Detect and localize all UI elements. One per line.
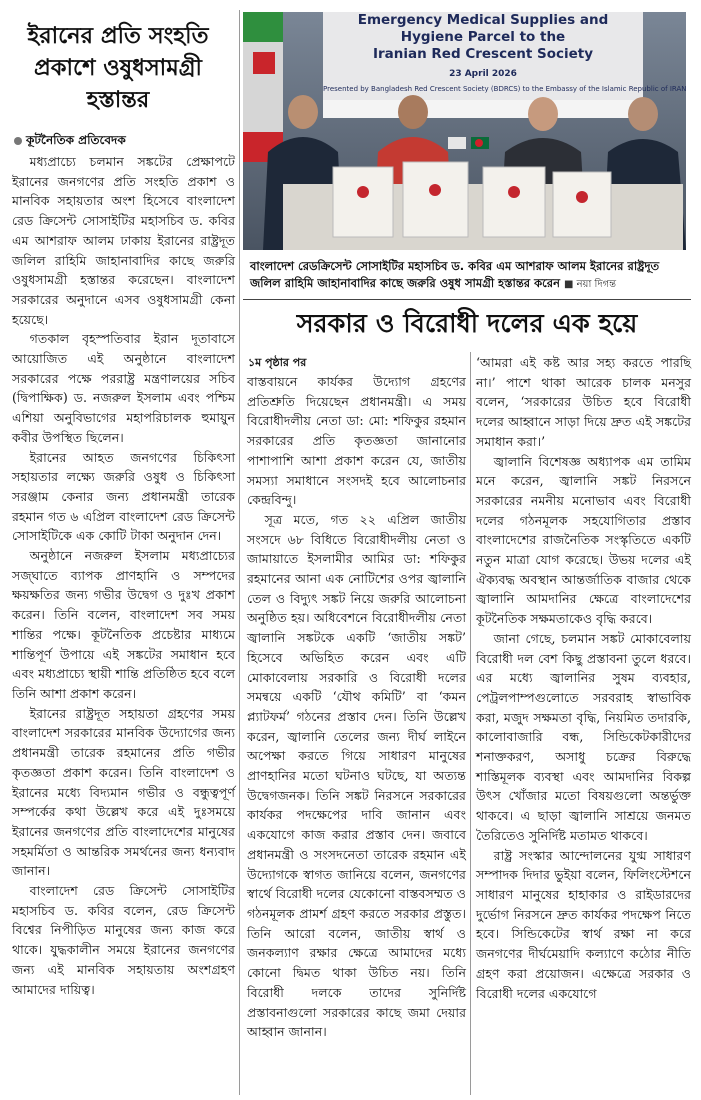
- right-paragraph: জ্বালানি বিশেষজ্ঞ অধ্যাপক এম তামিম মনে করেন, জ্বালানি সঙ্কট নিরসনে সরকারের নমনীয় মনোভাব এবং বিরোধী দলের গঠনমূলক সহযোগিতার প্রস্তাব বাংলাদেশের রাজনৈতিক সংস্কৃতিতে একটি নতুন মাত্রা যোগ করেছে। উভয় দলের এই ঐক্যবদ্ধ অবস্থান আন্তর্জাতিক বাজার থেকে জ্বালানি আমদানির ক্ষেত্রে বাংলাদেশের কূটনৈতিক সক্ষমতাকেও বৃদ্ধি করবে।: [476, 453, 691, 627]
- left-headline-line: ইরানের প্রতি সংহতি: [27, 23, 209, 49]
- left-headline: [4, 20, 232, 116]
- right-article-col1: [247, 372, 466, 1095]
- caption-source: ■ নয়া দিগন্ত: [563, 279, 617, 290]
- news-photo: [243, 12, 686, 250]
- left-paragraph: মধ্যপ্রাচ্যে চলমান সঙ্কটের প্রেক্ষাপটে ইরানের জনগণের প্রতি সংহতি প্রকাশ ও মানবিক সহায়তার অংশ হিসেবে বাংলাদেশ রেড ক্রিসেন্ট সোসাইটির মহাসচিব ড. কবির এম আশরাফ আলম ঢাকায় ইরানের রাষ্ট্রদূত জলিল রাহিমি জাহানাবাদির কাছে জরুরি ওষুধসামগ্রী হস্তান্তর করেছেন। বাংলাদেশ সরকারের অনুদানে এসব ওষুধসামগ্রী কেনা হয়েছে।: [12, 154, 235, 327]
- banner-line: Iranian Red Crescent Society: [372, 46, 594, 62]
- left-byline-text: কূটনৈতিক প্রতিবেদক: [26, 133, 126, 147]
- left-paragraph: গতকাল বৃহস্পতিবার ইরান দূতাবাসে আয়োজিত এই অনুষ্ঠানে বাংলাদেশ সরকারের পক্ষে পররাষ্ট্র মন্ত্রণালয়ের সচিব (দ্বিপাক্ষিক) ড. নজরুল ইসলাম এবং পশ্চিম এশিয়া অনুবিভাগের মহাপরিচালক হুমায়ুন কবীর উপস্থিত ছিলেন।: [12, 331, 235, 445]
- photo-caption: [250, 258, 684, 293]
- right-headline: সরকার ও বিরোধী দলের এক হয়ে: [296, 309, 638, 339]
- right-paragraph: জানা গেছে, চলমান সঙ্কট মোকাবেলায় বিরোধী দল বেশ কিছু প্রস্তাবনা তুলে ধরবে। এর মধ্যে জ্বালানির সুষম ব্যবহার, পেট্রলপাম্পগুলোতে সরবরাহ স্বাভাবিক করা, মজুদ সক্ষমতা বৃদ্ধি, নিয়মিত তদারকি, কালোবাজারি বন্ধ, সিন্ডিকেটকারীদের শনাক্তকরণ, অসাধু চক্রের বিরুদ্ধে শাস্তিমূলক ব্যবস্থা এবং আমদানির বিকল্প উৎস খোঁজার মতো বিষয়গুলো অন্তর্ভুক্ত থাকবে। এ ছাড়া জ্বালানি সাশ্রয়ে জনমত তৈরিতেও সুনির্দিষ্ট মতামত থাকবে।: [476, 630, 691, 843]
- banner-date: 23 April 2026: [449, 69, 517, 79]
- right-paragraph: সূত্র মতে, গত ২২ এপ্রিল জাতীয় সংসদে ৬৮ বিধিতে বিরোধীদলীয় নেতা ও জামায়াতে ইসলামীর আমির ডা: শফিকুর রহমানের আনা এক নোটিশের ওপর জ্বালানি তেল ও বিদ্যুৎ সঙ্কট নিয়ে জরুরি আলোচনা অনুষ্ঠিত হয়। অধিবেশনে বিরোধীদলীয় নেতা জ্বালানি সঙ্কটকে একটি ‘জাতীয় সঙ্কট’ হিসেবে অভিহিত করেন এবং এটি মোকাবেলায় সরকারি ও বিরোধী দলের সমন্বয়ে একটি ‘যৌথ কমিটি’ বা ‘কমন প্ল্যাটফর্ম’ গঠনের প্রস্তাব দেন। তিনি উল্লেখ করেন, জ্বালানি তেলের জন্য দীর্ঘ লাইনে অপেক্ষা করতে গিয়ে সাধারণ মানুষের প্রাণহানির মতো ঘটনাও ঘটছে, যা অত্যন্ত উদ্বেগজনক। তিনি সঙ্কট নিরসনে সরকারের কার্যকর পদক্ষেপের দাবি জানান এবং একযোগে কাজ করার প্রস্তাব দেন। জবাবে প্রধানমন্ত্রী ও সংসদনেতা তারেক রহমান এই উদ্যোগকে স্বাগত জানিয়ে বলেন, জনগণের স্বার্থে বিরোধী দলের যেকোনো বাস্তবসম্মত ও গঠনমূলক প্রামর্শ গ্রহণ করতে সরকার প্রস্তুত। তিনি আরো বলেন, জাতীয় স্বার্থ ও জনকল্যাণ রক্ষার ক্ষেত্রে আমাদের মধ্যে কোনো দ্বিমত থাকা উচিত নয়। তিনি বিরোধী দলকে তাদের সুনির্দিষ্ট প্রস্তাবনাগুলো সরকারের কাছে জমা দেয়ার আহ্বান জানান।: [247, 511, 466, 1040]
- bullet-icon: [14, 137, 22, 145]
- right-paragraph: ‘আমরা এই কষ্ট আর সহ্য করতে পারছি না।’ পাশে থাকা আরেক চালক মনসুর বলেন, ‘সরকারের উচিত হবে বিরোধী দলের আহ্বানে সাড়া দিয়ে দ্রুত এই সঙ্কটের সমাধান করা।’: [476, 355, 691, 449]
- left-byline: [14, 132, 234, 152]
- right-paragraph: রাষ্ট্র সংস্কার আন্দোলনের যুগ্ম সাধারণ সম্পাদক দিদার ভুইয়া বলেন, ফিলিংস্টেশনে সাধারণ মানুষের হাহাকার ও রাইডারদের দুর্ভোগ নিরসনে দ্রুত কার্যকর পদক্ষেপ নিতে হবে। সিন্ডিকেটের স্বার্থ রক্ষা না করে জনগণের দীর্ঘমেয়াদি কল্যাণে কঠোর নীতি গ্রহণ করা প্রয়োজন। এক্ষেত্রে সরকার ও বিরোধী দলের একযোগে: [476, 847, 691, 1001]
- left-paragraph: ইরানের আহত জনগণের চিকিৎসা সহায়তার লক্ষ্যে জরুরি ওষুধ ও চিকিৎসা সরঞ্জাম কেনার জন্য প্রধানমন্ত্রী তারেক রহমান গত ৬ এপ্রিল বাংলাদেশ রেড ক্রিসেন্ট সোসাইটিকে এক কোটি টাকা অনুদান দেন।: [12, 449, 235, 544]
- right-article-col2: [476, 353, 691, 1095]
- column-divider: [239, 10, 240, 1095]
- left-paragraph: ইরানের রাষ্ট্রদূত সহায়তা গ্রহণের সময় বাংলাদেশ সরকারের মানবিক উদ্যোগের জন্য প্রধানমন্ত্রী তারেক রহমানের প্রতি গভীর কৃতজ্ঞতা প্রকাশ করেন। তিনি বাংলাদেশ ও ইরানের মধ্যে বিদ্যমান গভীর ও বন্ধুত্বপূর্ণ সম্পর্কের কথা উল্লেখ করে এই দুঃসময়ে ইরানের জনগণের প্রতি বাংলাদেশের মানুষের সহমর্মিতা ও আন্তরিক সমর্থনের জন্য ধন্যবাদ জানান।: [12, 705, 235, 879]
- left-headline-line: হস্তান্তর: [86, 87, 150, 113]
- banner-presented-line: Presented by Bangladesh Red Crescent Society (BDRCS) to the Embassy of the Islamic Republic of IRAN: [323, 85, 687, 93]
- left-paragraph: বাংলাদেশ রেড ক্রিসেন্ট সোসাইটির মহাসচিব ড. কবির বলেন, রেড ক্রিসেন্ট বিশ্বের নিপীড়িত মানুষের জন্য কাজ করে থাকে। যুদ্ধকালীন সময়ে ইরানের জনগণের জন্য এই মানবিক সহায়তায় অংশগ্রহণ আমাদের দায়িত্ব।: [12, 883, 235, 997]
- caption-text: বাংলাদেশ রেডক্রিসেন্ট সোসাইটির মহাসচিব ড. কবির এম আশরাফ আলম ইরানের রাষ্ট্রদূত জলিল রাহিমি জাহানাবাদির কাছে জরুরি ওষুধ সামগ্রী হস্তান্তর করেন: [250, 259, 660, 290]
- caption-rule: [243, 299, 691, 300]
- banner-line: Hygiene Parcel to the: [400, 29, 566, 45]
- right-paragraph: বাস্তবায়নে কার্যকর উদ্যোগ গ্রহণের প্রতিশ্রুতি দিয়েছেন প্রধানমন্ত্রী। এ সময় বিরোধীদলীয় নেতা ডা: মো: শফিকুর রহমান সরকারের প্রতি কৃতজ্ঞতা জানানোর পাশাপাশি আশা প্রকাশ করেন যে, জাতীয় সমস্যা সমাধানে সংসদই হবে আলোচনার কেন্দ্রবিন্দু।: [247, 374, 466, 508]
- left-article-body: [12, 152, 235, 1094]
- left-headline-line: প্রকাশে ওষুধসামগ্রী: [34, 55, 202, 81]
- photo-banner: [323, 12, 687, 94]
- continued-label: ১ম পৃষ্ঠার পর: [248, 356, 307, 369]
- column-divider: [470, 352, 471, 1095]
- left-paragraph: অনুষ্ঠানে নজরুল ইসলাম মধ্যপ্রাচ্যের সজ্ঘাতে ব্যাপক প্রাণহানি ও সম্পদের ক্ষয়ক্ষতির জন্য গভীর উদ্বেগ ও দুঃখ প্রকাশ করেন। তিনি বলেন, বাংলাদেশ সব সময় শান্তির পক্ষে। কূটনৈতিক প্রচেষ্টার মাধ্যমে শান্তিপূর্ণ উপায়ে এই সঙ্কটের সমাধান হবে এবং মধ্যপ্রাচ্যে স্থায়ী শান্তি প্রতিষ্ঠিত হবে বলে তিনি আশা প্রকাশ করেন।: [12, 548, 235, 701]
- banner-line: Emergency Medical Supplies and: [357, 12, 609, 28]
